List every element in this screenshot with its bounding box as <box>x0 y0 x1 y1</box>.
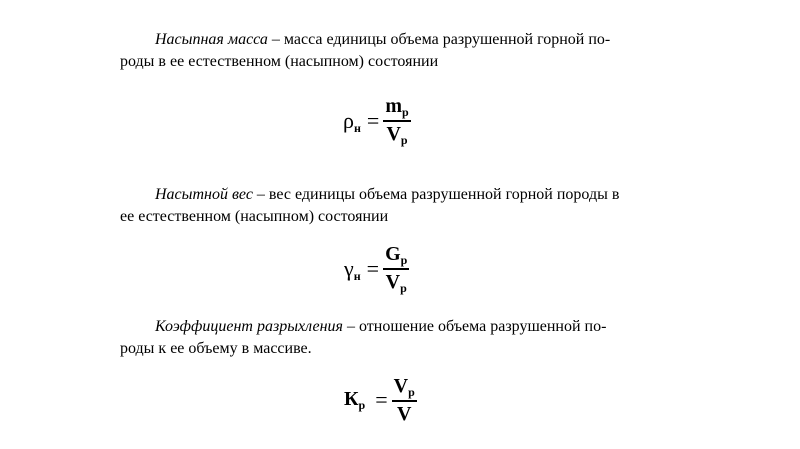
definition-text: – отношение объема разрушенной по- <box>343 318 607 335</box>
formula-lhs <box>343 108 361 134</box>
denominator-subscript: р <box>400 132 408 147</box>
definition-line-1 <box>155 316 663 338</box>
formula-numerator <box>383 94 410 120</box>
formula-denominator <box>384 122 409 148</box>
denominator-symbol: V <box>386 122 401 145</box>
definition-bulk-weight <box>120 184 663 228</box>
term-loosening-coefficient: Коэффициент разрыхления <box>155 318 343 335</box>
numerator-symbol: G <box>385 243 401 265</box>
formula-fraction <box>383 94 410 148</box>
formula-fraction <box>392 374 417 426</box>
formula-equals: = <box>375 386 388 412</box>
formula-denominator <box>395 402 413 426</box>
formula-bulk-specific-weight <box>344 242 409 296</box>
term-bulk-weight: Насытной вес <box>155 186 253 203</box>
denominator-symbol: V <box>396 402 412 425</box>
term-bulk-mass: Насыпная масса <box>155 31 268 48</box>
formula-lhs-subscript: р <box>358 398 366 413</box>
formula-lhs <box>344 388 365 411</box>
formula-denominator <box>384 270 409 296</box>
formula-loosening-coefficient <box>344 374 417 426</box>
formula-numerator <box>392 374 417 400</box>
formula-bulk-density <box>343 94 411 148</box>
formula-equals: = <box>366 255 380 281</box>
definition-line-2: роды к ее объему в массиве. <box>120 340 312 357</box>
denominator-symbol: V <box>385 270 401 293</box>
definition-bulk-mass <box>120 29 663 73</box>
formula-equals: = <box>366 107 380 133</box>
definition-loosening-coefficient <box>120 316 663 360</box>
numerator-subscript: р <box>400 253 408 267</box>
definition-line-2: ее естественном (насыпном) состоянии <box>120 208 389 225</box>
formula-lhs-subscript: н <box>353 120 361 135</box>
denominator-subscript: р <box>400 280 407 295</box>
formula-lhs-symbol: К <box>344 388 359 411</box>
definition-line-1 <box>155 29 663 51</box>
numerator-subscript: р <box>408 385 415 399</box>
formula-lhs <box>344 256 361 282</box>
definition-text: – масса единицы объема разрушенной горной по- <box>267 31 611 48</box>
formula-fraction <box>383 242 409 296</box>
definition-line-1 <box>155 184 663 206</box>
formula-lhs-symbol: γ <box>344 255 354 281</box>
formula-lhs-subscript: н <box>353 268 361 283</box>
formula-lhs-symbol: ρ <box>343 107 354 133</box>
numerator-symbol: V <box>393 375 409 397</box>
definition-text: – вес единицы объема разрушенной горной породы в <box>252 186 620 203</box>
numerator-subscript: р <box>402 105 409 119</box>
definition-line-2: роды в ее естественном (насыпном) состоянии <box>120 53 439 70</box>
numerator-symbol: m <box>385 95 402 117</box>
formula-numerator <box>383 242 409 268</box>
